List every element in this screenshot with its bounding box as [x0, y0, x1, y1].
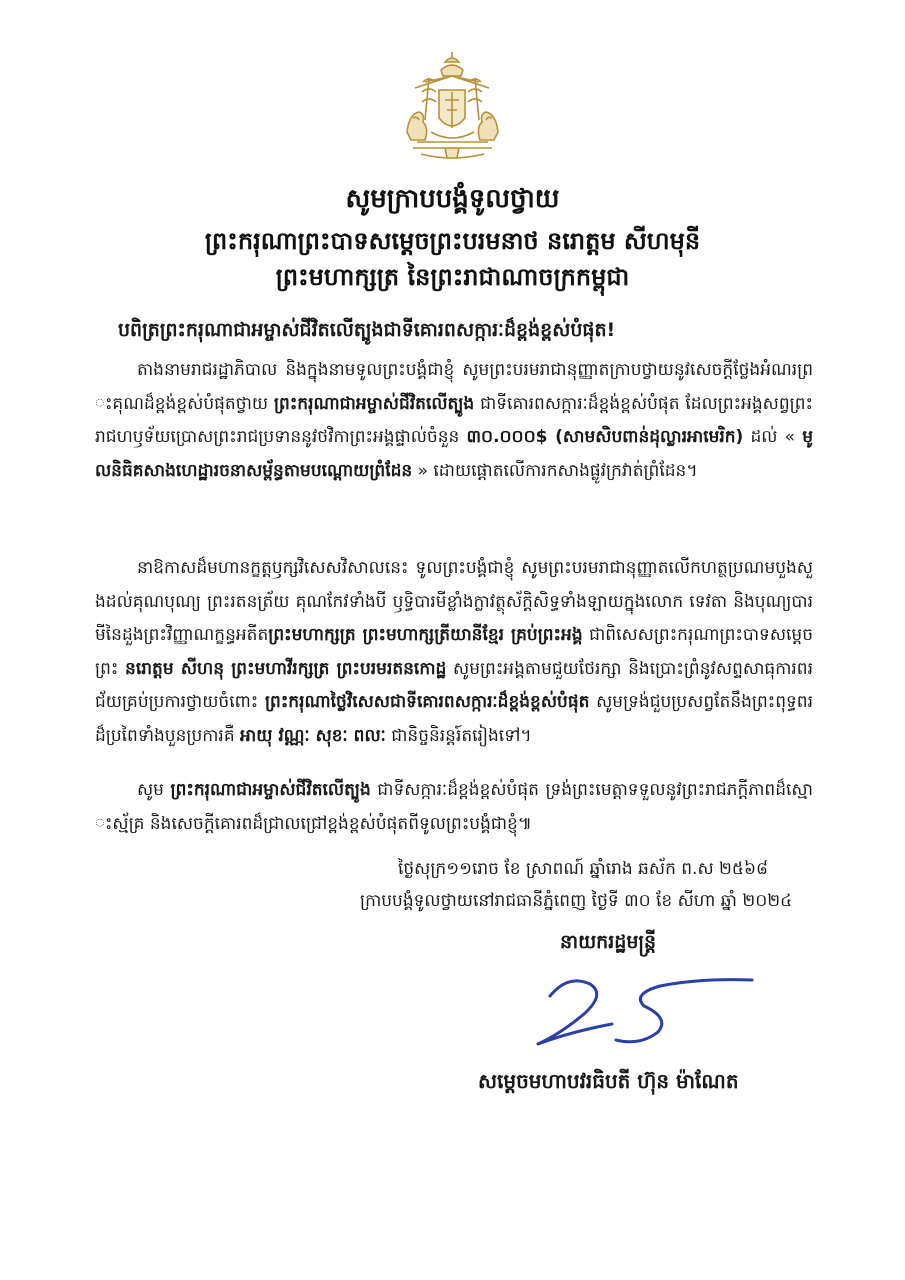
paragraph-3 [95, 774, 813, 844]
paragraph-1-text-b: ជាទីគោរពសក្ការៈដ៏ខ្ពង់ខ្ពស់បំផុត ដែលព្រះអង្គសព្វព្រះរាជហឫទ័យប្រោសព្រះរាជប្រទាននូវថវិកាព្រះអង្គផ្ទាល់ចំនួន [95, 393, 813, 447]
paragraph-3-text-b: ជាទីសក្ការៈដ៏ខ្ពង់ខ្ពស់បំផុត ទ្រង់ព្រះមេត្តាទទួលនូវព្រះរាជភក្តីភាពដ៏ស្មោះស្ម័គ្រ និងសេចក្តីគោរពដ៏ជ្រាលជ្រៅខ្ពង់ខ្ពស់បំផុតពីទូលព្រះបង្គំជាខ្ញុំ៕ [95, 780, 813, 834]
paragraph-1-bold-fund: មូលនិធិគសាងហេដ្ឋារចនាសម្ព័ន្ធតាមបណ្តោយព្រំដែន [95, 427, 814, 481]
paragraph-3-bold-title: ព្រះករុណាជាអម្ចាស់ជីវិតលើត្បូង [170, 780, 371, 800]
paragraph-2-bold-title: ព្រះករុណាថ្លៃវិសេសជាទីគោរពសក្ការៈដ៏ខ្ពង់ខ្ពស់បំផុត [264, 692, 590, 712]
paragraph-1-text-c: ដល់ « [743, 427, 803, 447]
royal-coat-of-arms-emblem [395, 48, 510, 166]
solar-date-place: ក្រាបបង្គំទូលថ្វាយនៅរាជធានីភ្នំពេញ ថ្ងៃទី ៣០ ខែ សីហា ឆ្នាំ ២០២៤ [360, 891, 793, 911]
paragraph-1-bold-title: ព្រះករុណាជាអម្ចាស់ជីវិតលើត្បូង [273, 393, 475, 414]
paragraph-2-bold-blessings: អាយុ វណ្ណៈ សុខៈ ពលៈ [240, 725, 386, 746]
address-line-king-name: ព្រះករុណាព្រះបាទសម្តេចព្រះបរមនាថ នរោត្តម សីហមុនី [204, 227, 701, 255]
paragraph-2-text-c: សូមព្រះអង្គតាមជួយថែរក្សា និងប្រោះព្រំនូវសព្ទសាធុការពរជ័យគ្រប់ប្រការថ្វាយចំពោះ [95, 658, 813, 712]
paragraph-2-text-b: ជាពិសេសព្រះករុណាព្រះបាទសម្តេចព្រះ [95, 625, 813, 679]
signer-name: សម្តេចមហាបវរធិបតី ហ៊ុន ម៉ាណែត [478, 1069, 739, 1093]
paragraph-2-bold-kings: ព្រះមហាក្សត្រ ព្រះមហាក្សត្រីយានីខ្មែរ គ្រប់ព្រះអង្គ [268, 625, 583, 645]
address-line-1: សូមក្រាបបង្គំទូលថ្វាយ [345, 184, 560, 214]
lunar-date: ថ្ងៃសុក្រ១១រោច ខែ ស្រាពណ៍ ឆ្នាំរោង ឆស័ក ព.ស ២៥៦៨ [398, 859, 769, 879]
paragraph-2-text-a: នាឱកាសដ៏មហានក្ខត្តឫក្សវិសេសវិសាលនេះ ទូលព្រះបង្គំជាខ្ញុំ សូមព្រះបរមរាជានុញ្ញាតលើកហត្ថប្រណមបួងសួងដល់គុណបុណ្យ ព្រះរតនត្រ័យ គុណកែវទាំងបី ឫទ្ធិបារមីខ្លាំងក្លាវត្ថុស័ក្តិសិទ្ធទាំងឡាយក្នុងលោក ទេវតា និងបុណ្យបារមីនៃដួងព្រះវិញ្ញាណក្ខន្ធអតីត [95, 558, 813, 645]
paragraph-2 [95, 552, 813, 767]
paragraph-2-text-e: ជានិច្ចនិរន្តរ៍តរៀងទៅ។ [385, 725, 532, 746]
paragraph-1-bold-amount: ៣០.០០០$ (សាមសិបពាន់ដុល្លារអាមេរិក) [466, 427, 744, 447]
paragraph-3-text-a: សូម [137, 780, 171, 800]
paragraph-1-text-d: » ដោយផ្តោតលើការកសាងផ្លូវក្រវាត់ព្រំដែន។ [412, 460, 698, 481]
address-line-kingdom: ព្រះមហាក្សត្រ នៃព្រះរាជាណាចក្រកម្ពុជា [275, 263, 630, 291]
paragraph-1-text-a: តាងនាមរាជរដ្ឋាភិបាល និងក្នុងនាមទូលព្រះបង្គំជាខ្ញុំ សូមព្រះបរមរាជានុញ្ញាតក្រាបថ្វាយនូវសេចក្តីថ្លែងអំណរព្រះគុណដ៏ខ្ពង់ខ្ពស់បំផុតថ្វាយ [95, 360, 813, 414]
handwritten-signature [520, 962, 760, 1052]
signer-title: នាយករដ្ឋមន្ត្រី [560, 931, 657, 953]
salutation: បពិត្រព្រះករុណាជាអម្ចាស់ជីវិតលើត្បូងជាទីគោរពសក្ការៈដ៏ខ្ពង់ខ្ពស់បំផុត! [118, 319, 616, 341]
paragraph-2-text-d: សូមទ្រង់ជួបប្រសព្វតែនឹងព្រះពុទ្ធពរដ៏ប្រពៃទាំងបួនប្រការគឺ [95, 692, 813, 746]
paragraph-2-bold-sihanouk: នរោត្តម សីហនុ ព្រះមហាវីរក្សត្រ ព្រះបរមរតនកោដ្ឋ [125, 658, 447, 679]
paragraph-1 [95, 354, 813, 522]
